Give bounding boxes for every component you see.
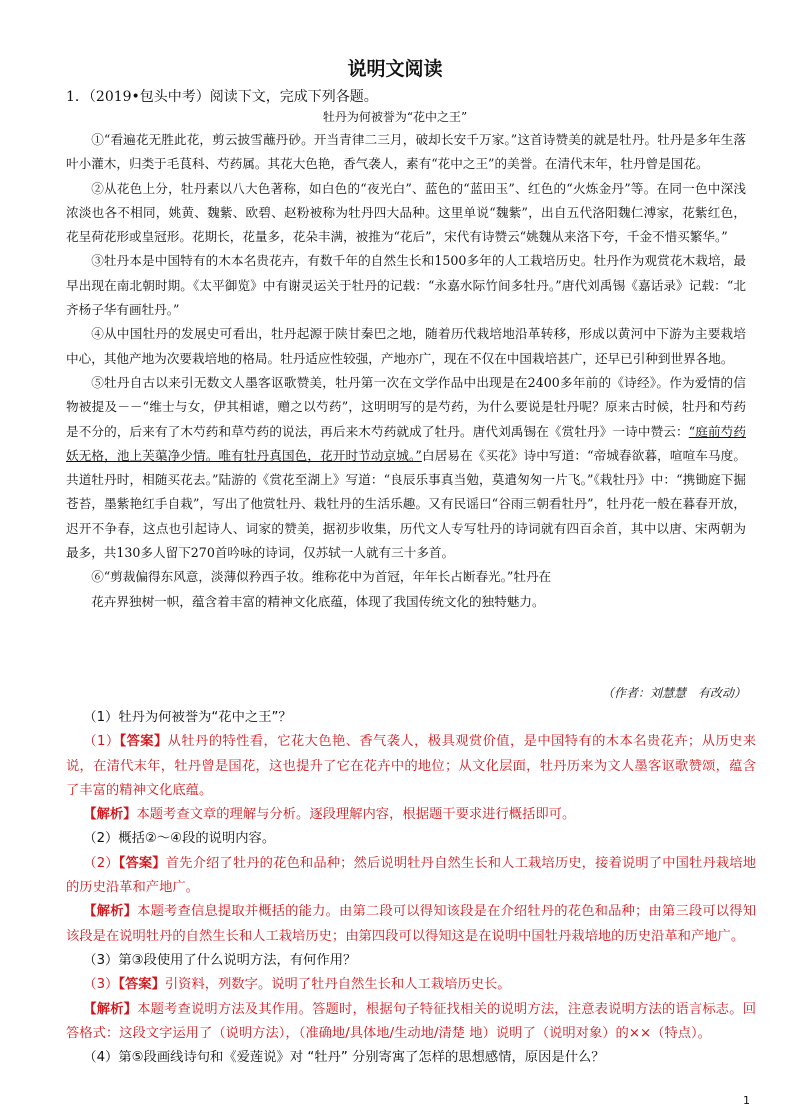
paragraph-5-part-2: 白居易在《买花》诗中写道：“帝城春欲暮，喧喧车马度。共道牡丹时，相随买花去。”陆游的《赏花至湖上》写道：“良辰乐事真当勉，莫遣匆匆一片飞。”《栽牡丹》中：“携锄庭下掘苍苔，墨紫艳红手自栽”，写出了他赏牡丹、栽牡丹的生活乐趣。又有民谣曰“谷雨三朝看牡丹”，牡丹花一般在暮春开放，迟开不争春，这点也引起诗人、词家的赞美，据初步收集，历代文人专写牡丹的诗词就有四百余首，其中以唐、宋两朝为最多，共130多人留下270首吟咏的诗词，仅苏轼一人就有三十多首。 xyxy=(66,447,746,561)
question-3 xyxy=(66,827,756,851)
question-6 xyxy=(66,949,756,973)
question-intro: 1．（2019•包头中考）阅读下文，完成下列各题。 xyxy=(66,89,378,105)
answer-text: 从牡丹的特性看，它花大色艳、香气袭人，极具观赏价值，是中国特有的木本名贵花卉；从历史来说，在清代末年，牡丹曾是国花，这也提升了它在花卉中的地位；从文化层面，牡丹历来为文人墨客讴歌赞颂，蕴含了丰富的精神文化底蕴。 xyxy=(66,734,757,798)
analysis-label: 【解析】 xyxy=(83,807,137,823)
paragraph-5 xyxy=(66,371,746,565)
analysis-label: 【解析】 xyxy=(83,904,138,920)
article-title: 牡丹为何被誉为“花中之王” xyxy=(322,110,468,124)
analysis-text: 本题考查文章的理解与分析。逐段理解内容，根据题干要求进行概括即可。 xyxy=(136,807,576,823)
paragraph-6: ⑥“剪裁偏得东风意，淡薄似矜西子妆。维称花中为首冠，年年长占断春光。”牡丹在 xyxy=(91,569,552,585)
paragraph-5-part-1: ⑤牡丹自古以来引无数文人墨客讴歌赞美，牡丹第一次在文学作品中出现是在2400多年前的《诗经》。作为爱情的信物被提及－－“维士与女，伊其相谑，赠之以芍药”，这明明写的是芍药，为什么要说是牡丹呢？原来古时候，牡丹和芍药是不分的，后来有了木芍药和草芍药的说法，再后来木芍药就成了牡丹。唐代刘禹锡在《赏牡丹》一诗中赞云： xyxy=(66,374,746,439)
answer-prefix: （3） xyxy=(83,977,119,993)
answer-label: 【答案】 xyxy=(119,734,168,750)
page-number: 1 xyxy=(743,1094,750,1107)
question-9 xyxy=(66,1046,756,1070)
article-body xyxy=(66,128,746,614)
underlined-poem: “庭前芍药妖无格，池上芙蕖净少情。唯有牡丹真国色，花开时节动京城。” xyxy=(66,423,746,463)
paragraph-4: ④从中国牡丹的发展史可看出，牡丹起源于陕甘秦巴之地，随着历代栽培地沿革转移，形成以黄河中下游为主要栽培中心，其他产地为次要栽培地的格局。牡丹适应性较强，产地亦广，现在不仅在中国栽培甚广，还早已引种到世界各地。 xyxy=(66,326,746,366)
answer-prefix: （1） xyxy=(83,734,120,750)
question-text: （4）第⑤段画线诗句和《爱莲说》对 “牡丹” 分别寄寓了怎样的思想感情，原因是什么？ xyxy=(83,1050,605,1066)
paragraph-3: ③牡丹本是中国特有的木本名贵花卉，有数千年的自然生长和1500多年的人工栽培历史。牡丹作为观赏花木栽培，最早出现在南北朝时期。《太平御览》中有谢灵运关于牡丹的记载：“永嘉水际竹间多牡丹。”唐代刘禹锡《嘉话录》记载：“北齐杨子华有画牡丹。” xyxy=(66,253,746,318)
answer-text: 引资料，列数字。说明了牡丹自然生长和人工栽培历史长。 xyxy=(164,977,511,993)
question-0 xyxy=(66,706,756,730)
answer-prefix: （2） xyxy=(83,855,119,871)
question-text: （3）第③段使用了什么说明方法，有何作用？ xyxy=(83,952,357,968)
question-text: （1）牡丹为何被誉为“花中之王”？ xyxy=(83,710,292,725)
analysis-text: 本题考查说明方法及其作用。答题时，根据句子特征找相关的说明方法，注意表说明方法的语言标志。回答格式：这段文字运用了（说明方法），（准确地/具体地/生动地/清楚 地）说明了（说明对象）的××（特点）。 xyxy=(66,1001,757,1041)
analysis-2 xyxy=(66,803,756,827)
answer-7 xyxy=(66,973,756,997)
paragraph-2: ②从花色上分，牡丹素以八大色著称，如白色的“夜光白”、蓝色的“蓝田玉”、红色的“火炼金丹”等。在同一色中深浅浓淡也各不相同，姚黄、魏紫、欧碧、赵粉被称为牡丹四大品种。这里单说“魏紫”，出自五代洛阳魏仁溥家，花紫红色，花呈荷花形或皇冠形。花期长，花量多，花朵丰满，被推为“花后”，宋代有诗赞云“姚魏从来洛下夸，千金不惜买繁华。” xyxy=(66,180,746,245)
document-title: 说明文阅读 xyxy=(347,58,443,80)
analysis-5 xyxy=(66,900,756,949)
question-text: （2）概括②～④段的说明内容。 xyxy=(83,831,276,847)
answer-label: 【答案】 xyxy=(118,977,165,993)
answer-label: 【答案】 xyxy=(118,855,166,871)
question-answer-section xyxy=(66,706,756,1070)
byline: （作者：刘慧慧 有改动） xyxy=(601,686,746,700)
analysis-label: 【解析】 xyxy=(83,1001,138,1017)
paragraph-1: ①“看遍花无胜此花，剪云披雪蘸丹砂。开当青律二三月，破却长安千万家。”这首诗赞美的就是牡丹。牡丹是多年生落叶小灌木，归类于毛茛科、芍药属。其花大色艳，香气袭人，素有“花中之王”的美誉。在清代末年，牡丹曾是国花。 xyxy=(66,132,746,172)
analysis-text: 本题考查信息提取并概括的能力。由第二段可以得知该段是在介绍牡丹的花色和品种；由第三段可以得知该段是在说明牡丹的自然生长和人工栽培历史；由第四段可以得知这是在说明中国牡丹栽培地的历史沿革和产地广。 xyxy=(66,904,757,944)
answer-1 xyxy=(66,730,756,803)
paragraph-6-continued: 花卉界独树一帜，蕴含着丰富的精神文化底蕴，体现了我国传统文化的独特魅力。 xyxy=(91,593,545,609)
answer-4 xyxy=(66,852,756,901)
answer-text: 首先介绍了牡丹的花色和品种；然后说明牡丹自然生长和人工栽培历史，接着说明了中国牡丹栽培地的历史沿革和产地广。 xyxy=(66,855,756,896)
analysis-8 xyxy=(66,998,756,1047)
